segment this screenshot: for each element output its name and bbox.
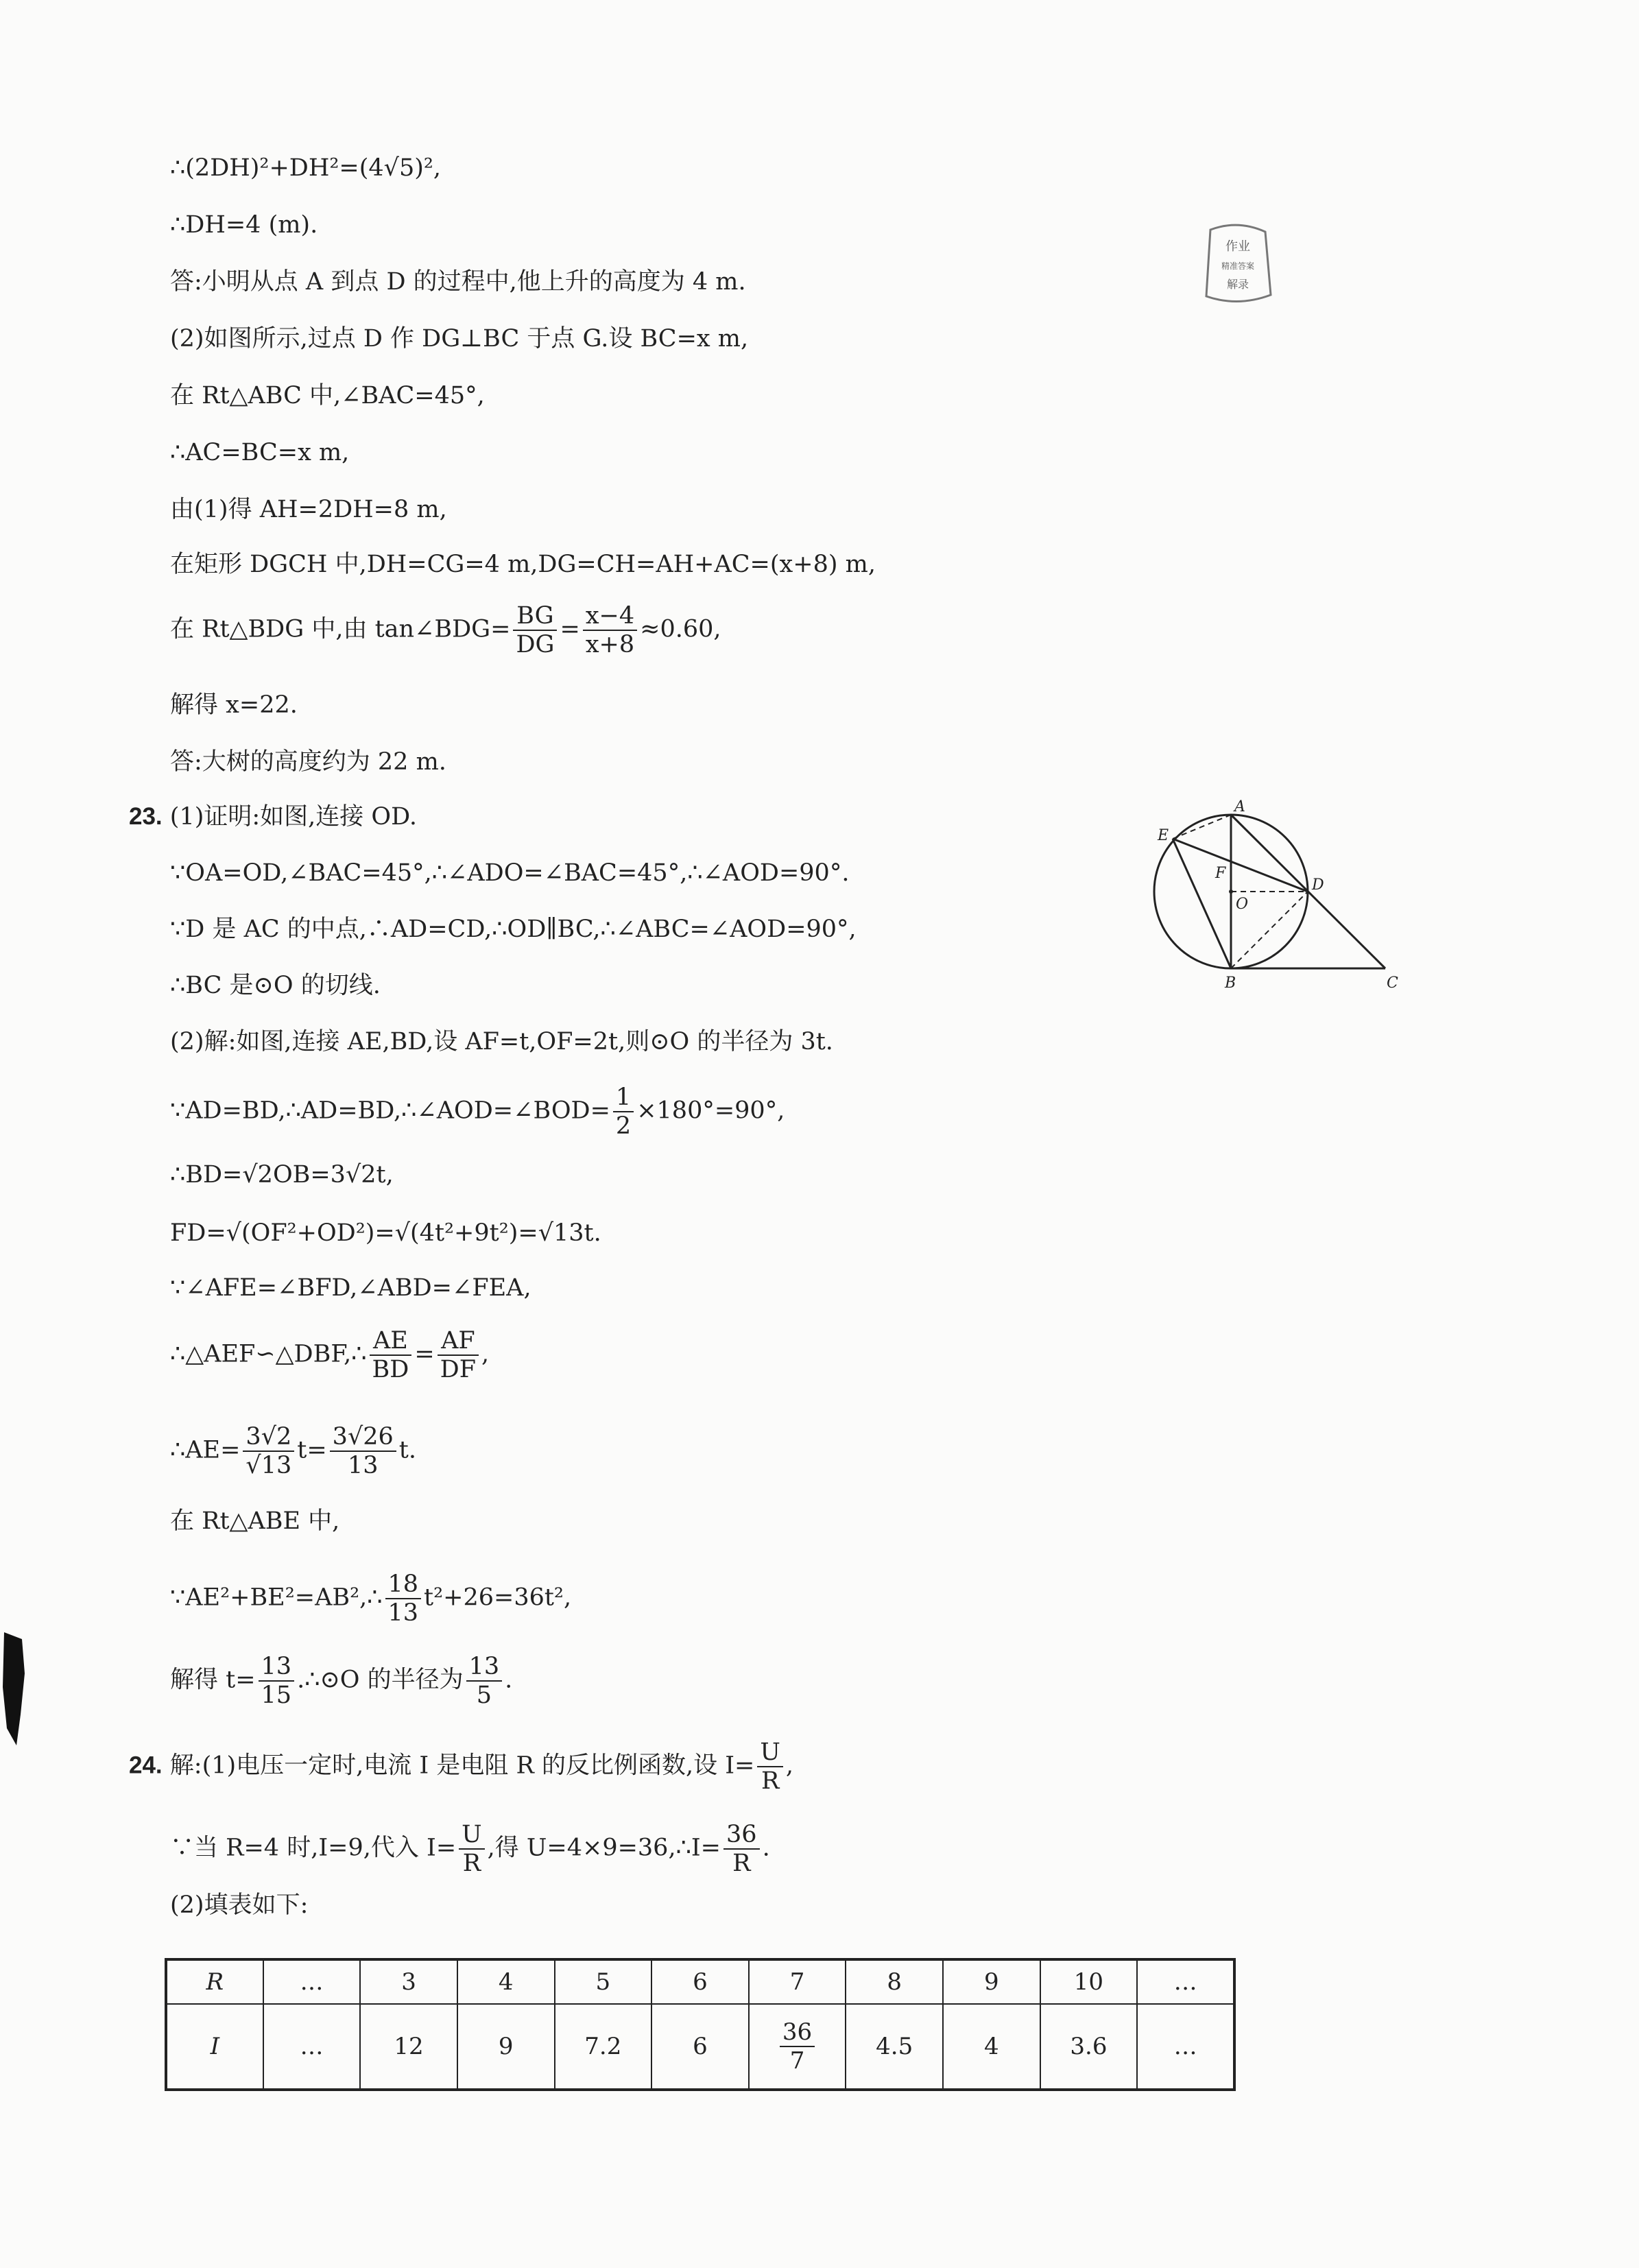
stamp-text-1: 作业: [1225, 239, 1250, 254]
table-cell: 7: [749, 1959, 846, 2004]
table-cell: 3.6: [1040, 2004, 1138, 2090]
line-3: 答:小明从点 A 到点 D 的过程中,他上升的高度为 4 m.: [170, 268, 746, 296]
text-substitute: ∵当 R=4 时,I=9,代入 I=: [170, 1834, 457, 1862]
table-cell: …: [1137, 2004, 1234, 2090]
table-cell: 4: [943, 2004, 1040, 2090]
numerator: 3√2: [243, 1423, 294, 1452]
denominator: 13: [347, 1452, 379, 1479]
table-cell: 5: [555, 1959, 652, 2004]
fraction-ae-1: [243, 1423, 294, 1479]
text-ae: ∴AE=: [170, 1436, 241, 1464]
label-f: F: [1215, 865, 1226, 882]
table-cell: 4.5: [846, 2004, 943, 2090]
text-tan: 在 Rt△BDG 中,由 tan∠BDG=: [170, 615, 511, 643]
line-10: 解得 x=22.: [170, 691, 298, 719]
denominator: √13: [246, 1452, 292, 1479]
denominator: 15: [261, 1682, 292, 1709]
fraction-ae-2: [330, 1423, 396, 1479]
denominator: R: [462, 1850, 481, 1877]
numerator: 36: [723, 1821, 760, 1850]
text-t2: t²+26=36t²,: [424, 1584, 572, 1612]
line-25: [170, 1653, 512, 1709]
text-23-1: (1)证明:如图,连接 OD.: [169, 803, 418, 831]
equals: =: [414, 1340, 435, 1368]
text-solve-t: 解得 t=: [170, 1666, 256, 1694]
line-2: ∴DH=4 (m).: [170, 211, 318, 239]
line-27: [170, 1821, 770, 1877]
denominator: DG: [516, 631, 555, 658]
line-19: FD=√(OF²+OD²)=√(4t²+9t²)=√13t.: [170, 1219, 601, 1247]
line-6: ∴AC=BC=x m,: [170, 439, 350, 466]
line-5: 在 Rt△ABC 中,∠BAC=45°,: [170, 382, 485, 409]
text-24-1: 解:(1)电压一定时,电流 I 是电阻 R 的反比例函数,设 I=: [169, 1752, 755, 1780]
numerator: 1: [613, 1084, 634, 1112]
question-number-24: 24.: [129, 1752, 163, 1779]
circle-figure: [1138, 799, 1413, 1018]
text-180: ×180°=90°,: [636, 1097, 785, 1125]
table-row-i: [166, 2004, 1234, 2090]
text-u-36: ,得 U=4×9=36,∴I=: [487, 1834, 721, 1862]
denominator: 5: [476, 1682, 492, 1709]
denominator: 7: [789, 2046, 805, 2075]
table-cell: 6: [651, 1959, 749, 2004]
table-cell: 6: [651, 2004, 749, 2090]
line-14: ∵D 是 AC 的中点,∴AD=CD,∴OD∥BC,∴∠ABC=∠AOD=90°,: [170, 916, 857, 943]
fraction-u-r: [757, 1739, 783, 1795]
scan-edge-mark: [1, 1632, 26, 1749]
table-cell: …: [263, 2004, 361, 2090]
line-13: ∵OA=OD,∠BAC=45°,∴∠ADO=∠BAC=45°,∴∠AOD=90°.: [170, 859, 850, 887]
denominator: R: [761, 1767, 780, 1795]
label-b: B: [1225, 975, 1236, 992]
comma: ,: [481, 1340, 490, 1368]
text-t-dot: t.: [398, 1436, 416, 1464]
stamp-text-3: 解录: [1226, 278, 1249, 291]
period: .: [762, 1834, 770, 1862]
line-23: 在 Rt△ABE 中,: [170, 1507, 340, 1535]
denominator: 13: [387, 1599, 419, 1627]
label-a: A: [1234, 799, 1245, 815]
table-cell: R: [166, 1959, 263, 2004]
line-18: ∴BD=√2OB=3√2t,: [170, 1161, 394, 1189]
numerator: AF: [438, 1327, 479, 1356]
fraction-ae-bd: [370, 1327, 412, 1383]
fraction-x4-x8: [583, 602, 637, 658]
line-20: ∵∠AFE=∠BFD,∠ABD=∠FEA,: [170, 1274, 531, 1302]
table-cell: 3: [360, 1959, 457, 2004]
comma: ,: [785, 1752, 794, 1780]
fraction-13-5: [466, 1653, 503, 1709]
table-cell: 4: [457, 1959, 555, 2004]
line-12: [129, 801, 417, 833]
fraction-u-r-2: [459, 1821, 485, 1877]
question-number-23: 23.: [129, 803, 163, 830]
line-7: 由(1)得 AH=2DH=8 m,: [170, 496, 447, 523]
table-cell: …: [1137, 1959, 1234, 2004]
fraction-18-13: [385, 1571, 422, 1627]
label-e: E: [1158, 827, 1169, 844]
numerator: 13: [259, 1653, 295, 1682]
center-point: [1229, 890, 1233, 894]
fraction-af-df: [438, 1327, 479, 1383]
fraction-36-7: [780, 2018, 815, 2075]
line-4: (2)如图所示,过点 D 作 DG⊥BC 于点 G.设 BC=x m,: [170, 325, 749, 353]
line-28: (2)填表如下:: [170, 1891, 309, 1919]
table-cell: I: [166, 2004, 263, 2090]
fraction-bg-dg: [513, 602, 557, 658]
homework-stamp: [1197, 219, 1279, 309]
table-row-r: [166, 1959, 1234, 2004]
numerator: 13: [466, 1653, 503, 1682]
table-cell: 7.2: [555, 2004, 652, 2090]
line-21: [170, 1327, 489, 1383]
table-cell: 10: [1040, 1959, 1138, 2004]
denominator: DF: [440, 1356, 477, 1383]
numerator: 18: [385, 1571, 422, 1599]
denominator: R: [732, 1850, 751, 1877]
numerator: AE: [370, 1327, 412, 1356]
line-17: [170, 1084, 785, 1140]
fraction-13-15: [259, 1653, 295, 1709]
table-cell: 9: [943, 1959, 1040, 2004]
line-22: [170, 1423, 416, 1479]
numerator: U: [459, 1821, 485, 1850]
stamp-text-2: 精准答案: [1221, 261, 1255, 271]
denominator: 2: [615, 1112, 632, 1140]
text-pythag: ∵AE²+BE²=AB²,∴: [170, 1584, 383, 1612]
table-cell: 9: [457, 2004, 555, 2090]
label-o: O: [1236, 896, 1249, 913]
segment-ea: [1173, 815, 1231, 839]
line-1: ∴(2DH)²+DH²=(4√5)²,: [170, 154, 442, 182]
text-ad-bd: ∵AD=BD,∴AD=BD,∴∠AOD=∠BOD=: [170, 1097, 610, 1125]
period: .: [505, 1666, 513, 1694]
text-t-eq: t=: [297, 1436, 327, 1464]
denominator: x+8: [585, 631, 635, 658]
approx-text: ≈0.60,: [640, 615, 721, 643]
equals: =: [560, 615, 580, 643]
line-11: 答:大树的高度约为 22 m.: [170, 748, 446, 776]
line-9: [170, 602, 721, 658]
line-16: (2)解:如图,连接 AE,BD,设 AF=t,OF=2t,则⊙O 的半径为 3t.: [170, 1028, 833, 1055]
line-8: 在矩形 DGCH 中,DH=CG=4 m,DG=CH=AH+AC=(x+8) m,: [170, 551, 876, 578]
numerator: 3√26: [330, 1423, 396, 1452]
numerator: BG: [513, 602, 557, 631]
table-cell: [749, 2004, 846, 2090]
fraction-half: [613, 1084, 634, 1140]
label-c: C: [1387, 975, 1398, 992]
numerator: 36: [780, 2018, 815, 2047]
numerator: x−4: [583, 602, 637, 631]
label-d: D: [1312, 876, 1324, 894]
table-cell: 12: [360, 2004, 457, 2090]
r-i-table: [165, 1958, 1236, 2091]
numerator: U: [757, 1739, 783, 1767]
table-cell: …: [263, 1959, 361, 2004]
line-26: [129, 1739, 793, 1795]
line-24: [170, 1571, 571, 1627]
fraction-36-r: [723, 1821, 760, 1877]
text-similar: ∴△AEF∽△DBF,∴: [170, 1340, 367, 1368]
line-15: ∴BC 是⊙O 的切线.: [170, 972, 381, 999]
denominator: BD: [372, 1356, 409, 1383]
table-cell: 8: [846, 1959, 943, 2004]
text-radius: .∴⊙O 的半径为: [297, 1666, 464, 1694]
